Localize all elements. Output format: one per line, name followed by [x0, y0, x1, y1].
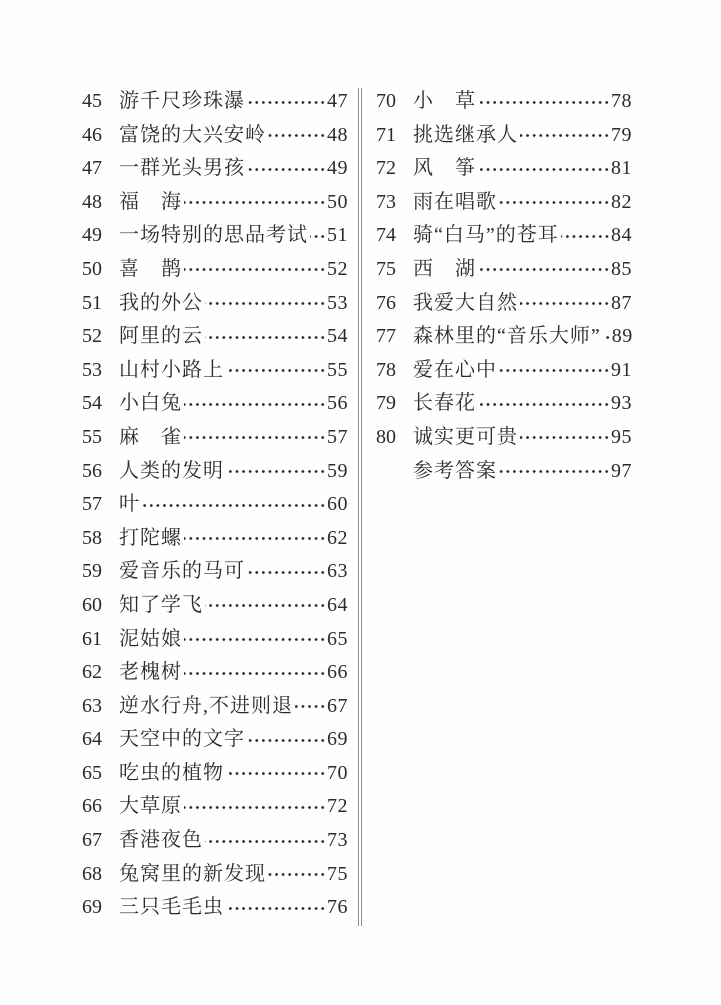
entry-title: 风 筝	[413, 157, 476, 180]
entry-title: 天空中的文字	[119, 728, 245, 751]
entry-number: 57	[82, 493, 102, 516]
dot-leader	[184, 623, 326, 657]
dot-leader	[295, 690, 326, 724]
entry-title: 泥姑娘	[119, 627, 182, 650]
toc-entry	[82, 421, 348, 455]
entry-number: 73	[376, 190, 396, 213]
entry-title: 喜 鹊	[119, 257, 182, 280]
entry-number: 63	[82, 694, 102, 717]
dot-leader	[520, 421, 610, 455]
entry-number: 58	[82, 526, 102, 549]
toc-entry	[82, 186, 348, 220]
toc-column-right	[376, 85, 632, 488]
entry-page-number: 85	[611, 257, 632, 280]
entry-title: 香港夜色	[119, 829, 203, 852]
toc-entry	[376, 387, 632, 421]
toc-entry	[82, 152, 348, 186]
entry-title: 游千尺珍珠瀑	[119, 90, 245, 112]
entry-number: 45	[82, 90, 102, 112]
toc-entry	[82, 354, 348, 388]
dot-leader	[142, 488, 326, 522]
dot-leader	[499, 455, 610, 489]
toc-entry	[376, 219, 632, 253]
dot-leader	[205, 287, 326, 321]
toc-entry	[82, 253, 348, 287]
entry-page-number: 64	[327, 593, 348, 616]
entry-title: 西 湖	[413, 257, 476, 280]
entry-number: 61	[82, 627, 102, 650]
entry-number: 72	[376, 157, 396, 180]
entry-page-number: 53	[327, 291, 348, 314]
entry-page-number: 63	[327, 560, 348, 583]
entry-page-number: 78	[611, 90, 632, 112]
toc-entry	[376, 320, 632, 354]
entry-page-number: 69	[327, 728, 348, 751]
entry-number: 48	[82, 190, 102, 213]
entry-title: 我的外公	[119, 291, 203, 314]
entry-number: 60	[82, 593, 102, 616]
toc-entry	[82, 488, 348, 522]
entry-page-number: 97	[611, 459, 632, 482]
entry-number: 75	[376, 257, 396, 280]
toc-column-left	[82, 85, 348, 925]
entry-page-number: 82	[611, 190, 632, 213]
entry-title: 小白兔	[119, 392, 182, 415]
entry-title: 诚实更可贵	[413, 425, 518, 448]
entry-page-number: 55	[327, 358, 348, 381]
dot-leader	[184, 656, 326, 690]
entry-page-number: 60	[327, 493, 348, 516]
toc-entry	[82, 219, 348, 253]
dot-leader	[226, 455, 326, 489]
entry-title: 长春花	[413, 392, 476, 415]
entry-page-number: 51	[327, 224, 348, 247]
entry-page-number: 75	[327, 862, 348, 885]
entry-page-number: 50	[327, 190, 348, 213]
entry-page-number: 76	[327, 896, 348, 919]
entry-number: 70	[376, 90, 396, 112]
entry-title: 大草原	[119, 795, 182, 818]
entry-title: 三只毛毛虫	[119, 896, 224, 919]
dot-leader	[184, 253, 326, 287]
entry-title: 骑“白马”的苍耳	[413, 224, 559, 247]
entry-number: 56	[82, 459, 102, 482]
toc-entry	[82, 790, 348, 824]
entry-title: 一场特别的思品考试	[119, 224, 308, 247]
entry-page-number: 84	[611, 224, 632, 247]
dot-leader	[226, 757, 326, 791]
toc-entry	[82, 824, 348, 858]
toc-entry	[376, 421, 632, 455]
dot-leader	[247, 152, 326, 186]
entry-page-number: 89	[611, 325, 633, 348]
entry-number: 52	[82, 325, 102, 348]
dot-leader	[247, 555, 326, 589]
entry-title: 挑选继承人	[413, 123, 518, 146]
entry-number: 79	[376, 392, 396, 415]
toc-entry	[82, 623, 348, 657]
toc-entry	[376, 354, 632, 388]
dot-leader	[499, 354, 610, 388]
entry-number: 50	[82, 257, 102, 280]
entry-page-number: 56	[327, 392, 348, 415]
dot-leader	[478, 152, 610, 186]
entry-page-number: 65	[327, 627, 348, 650]
dot-leader	[226, 354, 326, 388]
entry-title: 阿里的云	[119, 325, 203, 348]
entry-page-number: 91	[611, 358, 632, 381]
dot-leader	[520, 119, 610, 153]
entry-title: 打陀螺	[119, 526, 182, 549]
entry-number: 49	[82, 224, 102, 247]
dot-leader	[499, 186, 610, 220]
toc-entry	[376, 152, 632, 186]
dot-leader	[184, 186, 326, 220]
entry-number: 67	[82, 829, 102, 852]
toc-entry	[376, 253, 632, 287]
toc-entry	[82, 555, 348, 589]
entry-number: 69	[82, 896, 102, 919]
entry-title: 爱音乐的马可	[119, 560, 245, 583]
toc-entry	[82, 85, 348, 119]
toc-entry	[376, 455, 632, 489]
toc-entry	[82, 757, 348, 791]
dot-leader	[184, 387, 326, 421]
entry-number: 53	[82, 358, 102, 381]
entry-title: 知了学飞	[119, 593, 203, 616]
entry-number: 47	[82, 157, 102, 180]
dot-leader	[478, 253, 610, 287]
entry-title: 小 草	[413, 90, 476, 112]
toc-entry	[376, 85, 632, 119]
dot-leader	[247, 723, 326, 757]
entry-number: 68	[82, 862, 102, 885]
entry-number: 65	[82, 761, 102, 784]
entry-title: 老槐树	[119, 661, 182, 684]
entry-page-number: 70	[327, 761, 348, 784]
entry-title: 逆水行舟,不进则退	[119, 694, 293, 717]
entry-page-number: 67	[327, 694, 348, 717]
entry-title: 兔窝里的新发现	[119, 862, 266, 885]
entry-page-number: 62	[327, 526, 348, 549]
entry-title: 富饶的大兴安岭	[119, 123, 266, 146]
dot-leader	[310, 219, 326, 253]
entry-title: 叶	[119, 493, 140, 516]
toc-entry	[82, 287, 348, 321]
entry-title: 爱在心中	[413, 358, 497, 381]
toc-entry	[82, 858, 348, 892]
entry-page-number: 72	[327, 795, 348, 818]
entry-page-number: 48	[327, 123, 348, 146]
entry-number: 64	[82, 728, 102, 751]
entry-title: 麻 雀	[119, 425, 182, 448]
toc-entry	[82, 455, 348, 489]
entry-number: 62	[82, 661, 102, 684]
entry-number: 80	[376, 425, 396, 448]
toc-entry	[376, 287, 632, 321]
entry-title: 人类的发明	[119, 459, 224, 482]
dot-leader	[268, 119, 326, 153]
entry-number: 54	[82, 392, 102, 415]
entry-number: 74	[376, 224, 396, 247]
entry-title: 吃虫的植物	[119, 761, 224, 784]
entry-number: 78	[376, 358, 396, 381]
dot-leader	[268, 858, 326, 892]
dot-leader	[184, 522, 326, 556]
entry-page-number: 54	[327, 325, 348, 348]
entry-title: 一群光头男孩	[119, 157, 245, 180]
entry-page-number: 81	[611, 157, 632, 180]
toc-entry	[82, 690, 348, 724]
dot-leader	[478, 387, 610, 421]
dot-leader	[205, 589, 326, 623]
entry-title: 山村小路上	[119, 358, 224, 381]
entry-number: 59	[82, 560, 102, 583]
entry-page-number: 57	[327, 425, 348, 448]
dot-leader	[520, 287, 610, 321]
toc-entry	[82, 387, 348, 421]
entry-page-number: 59	[327, 459, 348, 482]
dot-leader	[247, 85, 326, 119]
dot-leader	[561, 219, 610, 253]
entry-page-number: 73	[327, 829, 348, 852]
entry-page-number: 95	[611, 425, 632, 448]
entry-number: 77	[376, 325, 396, 348]
dot-leader	[184, 421, 326, 455]
toc-entry	[82, 522, 348, 556]
dot-leader	[478, 85, 610, 119]
entry-number: 76	[376, 291, 396, 314]
entry-page-number: 93	[611, 392, 632, 415]
toc-entry	[376, 186, 632, 220]
toc-entry	[82, 119, 348, 153]
toc-entry	[82, 589, 348, 623]
entry-page-number: 49	[327, 157, 348, 180]
entry-title: 雨在唱歌	[413, 190, 497, 213]
entry-page-number: 79	[611, 123, 632, 146]
entry-title: 我爱大自然	[413, 291, 518, 314]
column-divider	[358, 88, 362, 926]
dot-leader	[603, 320, 611, 354]
entry-number: 66	[82, 795, 102, 818]
dot-leader	[205, 824, 326, 858]
dot-leader	[184, 790, 326, 824]
entry-title: 参考答案	[413, 459, 497, 482]
entry-page-number: 66	[327, 661, 348, 684]
entry-number: 51	[82, 291, 102, 314]
toc-entry	[82, 723, 348, 757]
entry-title: 森林里的“音乐大师”	[413, 325, 601, 348]
entry-page-number: 52	[327, 257, 348, 280]
entry-number: 46	[82, 123, 102, 146]
entry-page-number: 87	[611, 291, 632, 314]
toc-entry	[82, 891, 348, 925]
entry-number: 71	[376, 123, 396, 146]
entry-number: 55	[82, 425, 102, 448]
entry-page-number: 47	[327, 90, 348, 112]
toc-entry	[82, 320, 348, 354]
dot-leader	[205, 320, 326, 354]
dot-leader	[226, 891, 326, 925]
entry-title: 福 海	[119, 190, 182, 213]
toc-entry	[376, 119, 632, 153]
toc-entry	[82, 656, 348, 690]
